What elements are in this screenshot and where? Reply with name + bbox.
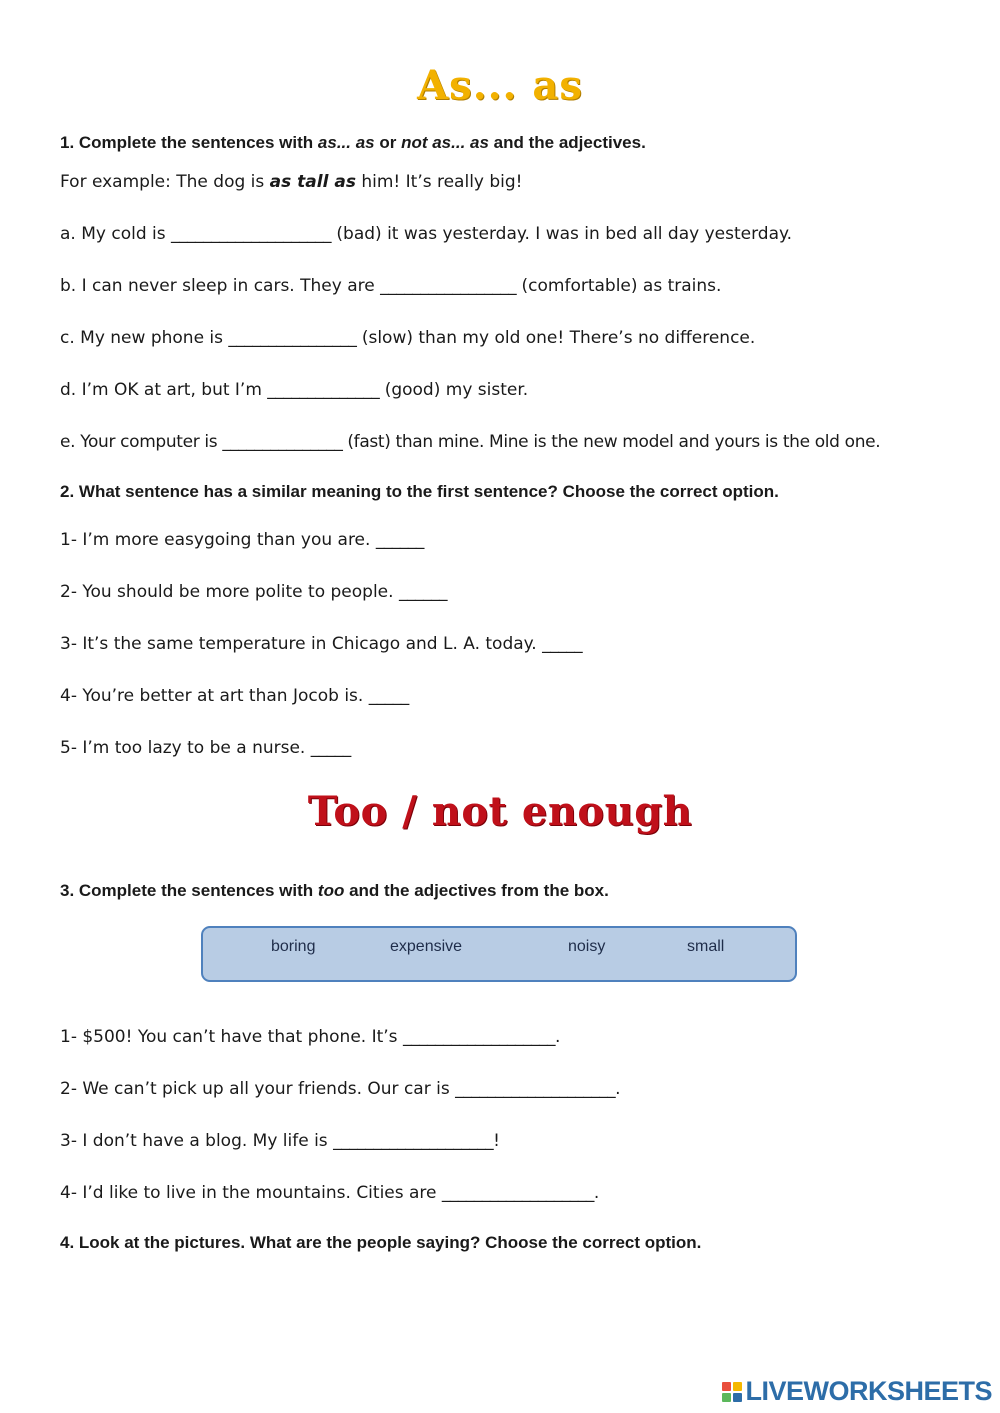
- section2-item-1: 1- I’m more easygoing than you are. ______: [60, 530, 424, 550]
- answer-blank[interactable]: _____: [310, 738, 351, 758]
- liveworksheets-logo[interactable]: [722, 1376, 992, 1407]
- logo-square: [722, 1393, 731, 1402]
- answer-blank[interactable]: ____________________: [171, 224, 332, 244]
- section1-example: For example: The dog is as tall as him! It’s really big!: [60, 172, 523, 192]
- logo-square: [722, 1382, 731, 1391]
- answer-blank[interactable]: ______________: [267, 380, 380, 400]
- section3-item-3: 3- I don’t have a blog. My life is ____________________!: [60, 1131, 500, 1151]
- word-box-item: noisy: [568, 938, 606, 955]
- section-title-as-as: As... as: [417, 62, 583, 109]
- section3-item-2: 2- We can’t pick up all your friends. Our car is ____________________.: [60, 1079, 621, 1099]
- section4-instruction: 4. Look at the pictures. What are the people saying? Choose the correct option.: [60, 1233, 702, 1252]
- section2-item-3: 3- It’s the same temperature in Chicago and L. A. today. _____: [60, 634, 583, 654]
- answer-blank[interactable]: ______: [398, 582, 447, 602]
- liveworksheets-logo-text: LIVEWORKSHEETS: [745, 1376, 992, 1406]
- answer-blank[interactable]: _________________: [380, 276, 517, 296]
- section1-item-b: b. I can never sleep in cars. They are _________________ (comfortable) as trains.: [60, 276, 722, 296]
- word-box-item: small: [687, 938, 725, 955]
- section2-item-4: 4- You’re better at art than Jocob is. _____: [60, 686, 409, 706]
- section3-item-1: 1- $500! You can’t have that phone. It’s ___________________.: [60, 1027, 561, 1047]
- logo-square: [733, 1393, 742, 1402]
- answer-blank[interactable]: ________________: [228, 328, 357, 348]
- section2-instruction: 2. What sentence has a similar meaning to the first sentence? Choose the correct option.: [60, 482, 779, 501]
- answer-blank[interactable]: ___________________: [441, 1183, 594, 1203]
- section3-instruction: 3. Complete the sentences with too and the adjectives from the box.: [60, 881, 609, 900]
- section1-item-a: a. My cold is ____________________ (bad) it was yesterday. I was in bed all day yesterday.: [60, 224, 793, 244]
- answer-blank[interactable]: _____: [542, 634, 583, 654]
- logo-square: [733, 1382, 742, 1391]
- liveworksheets-logo-icon: [722, 1382, 742, 1402]
- answer-blank[interactable]: ____________________: [455, 1079, 616, 1099]
- answer-blank[interactable]: ______: [375, 530, 424, 550]
- section1-item-e: e. Your computer is _______________ (fast) than mine. Mine is the new model and yours is the old one.: [60, 432, 881, 452]
- section1-item-c: c. My new phone is ________________ (slow) than my old one! There’s no difference.: [60, 328, 756, 348]
- section1-item-d: d. I’m OK at art, but I’m ______________ (good) my sister.: [60, 380, 529, 400]
- answer-blank[interactable]: _______________: [222, 432, 343, 452]
- section1-instruction: 1. Complete the sentences with as... as or not as... as and the adjectives.: [60, 133, 646, 152]
- section2-item-5: 5- I’m too lazy to be a nurse. _____: [60, 738, 351, 758]
- word-box-item: expensive: [390, 938, 463, 955]
- word-box-item: boring: [271, 938, 316, 955]
- section2-item-2: 2- You should be more polite to people. ______: [60, 582, 447, 602]
- answer-blank[interactable]: _____: [368, 686, 409, 706]
- section3-item-4: 4- I’d like to live in the mountains. Cities are ___________________.: [60, 1183, 600, 1203]
- section-title-too-not-enough: Too / not enough: [307, 788, 693, 835]
- answer-blank[interactable]: ____________________: [333, 1131, 494, 1151]
- answer-blank[interactable]: ___________________: [402, 1027, 555, 1047]
